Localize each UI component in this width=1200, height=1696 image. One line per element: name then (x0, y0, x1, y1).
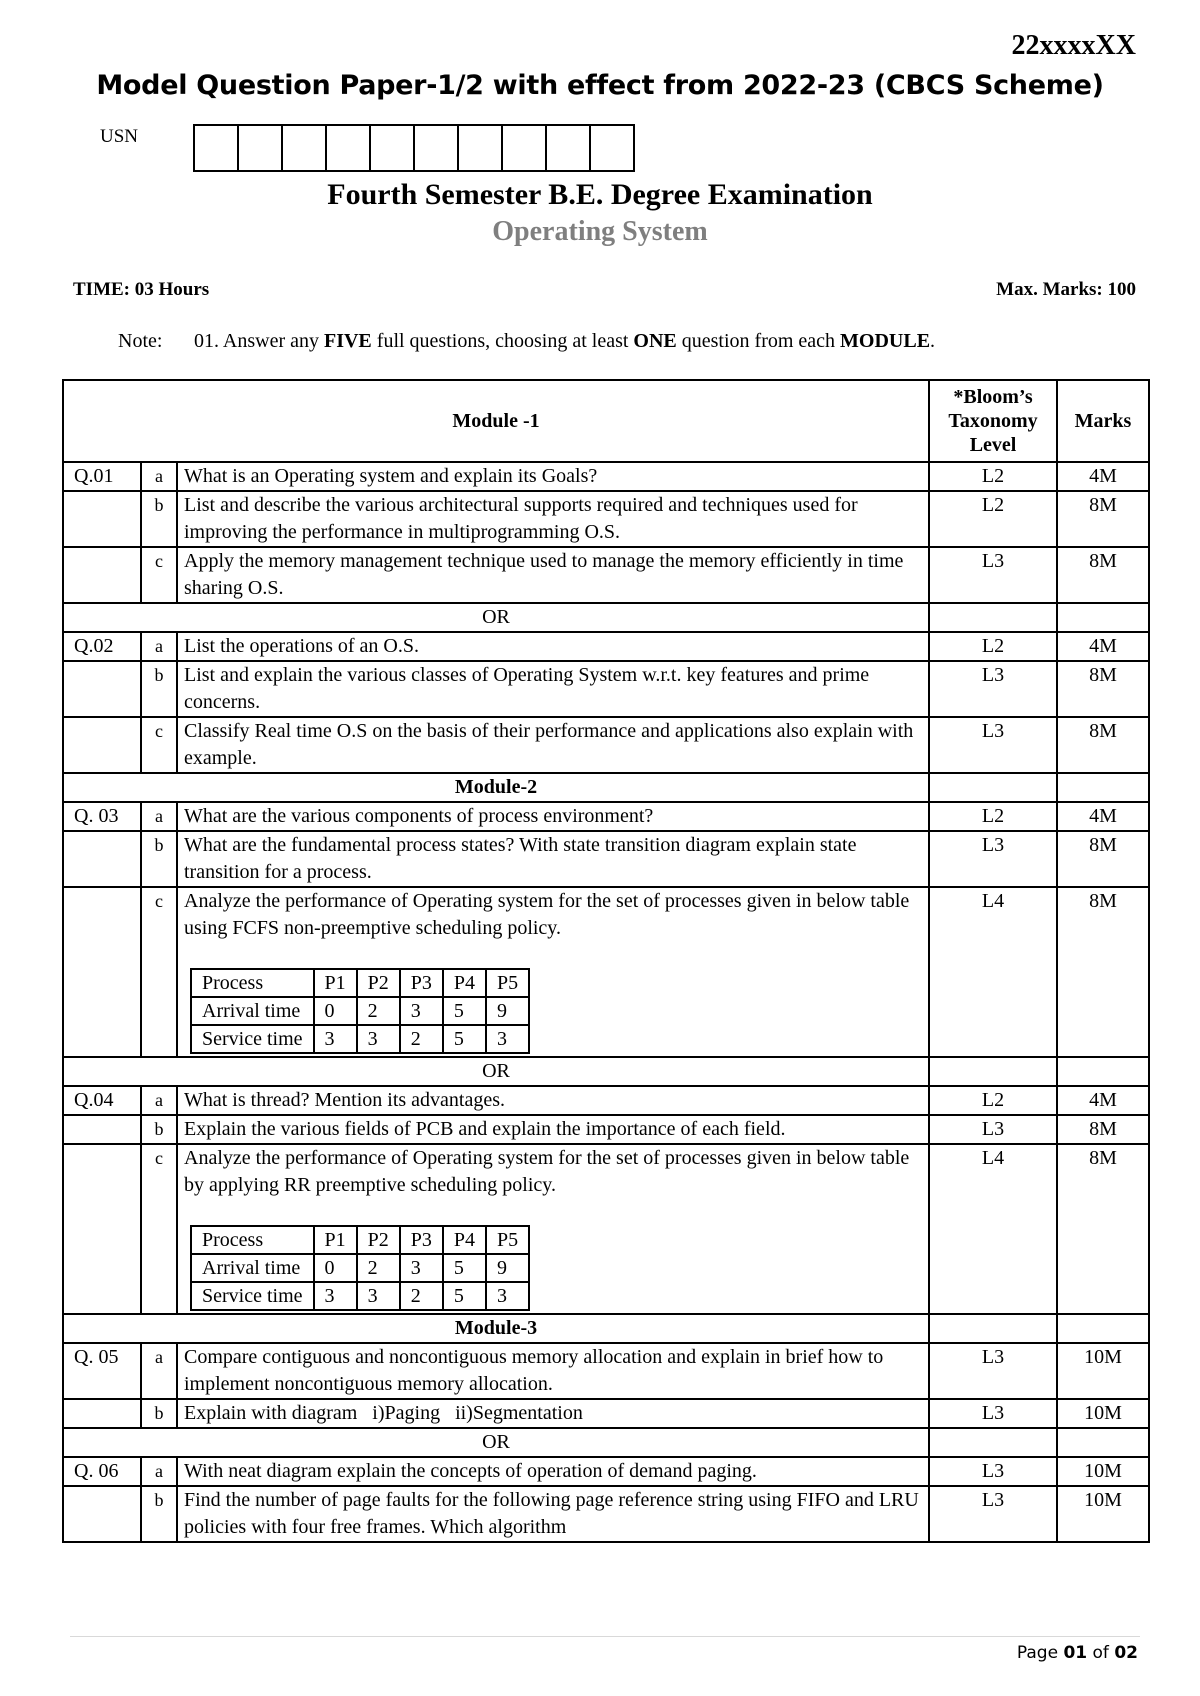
or-separator: OR (63, 1428, 929, 1457)
process-cell: Arrival time (191, 1254, 314, 1282)
process-row-header (191, 1226, 529, 1254)
table-row (63, 491, 1149, 547)
question-text: Explain with diagram i)Paging ii)Segmentation (177, 1399, 929, 1428)
usn-box (325, 126, 369, 170)
sub-label: a (141, 462, 177, 491)
question-text: What are the various components of process environment? (177, 802, 929, 831)
question-marks: 8M (1057, 887, 1149, 1057)
sub-label: b (141, 1486, 177, 1542)
process-cell: 2 (400, 1282, 443, 1310)
empty-cell (1057, 603, 1149, 632)
footer-page-total: 02 (1114, 1643, 1138, 1663)
table-row (63, 661, 1149, 717)
note-part: question from each (676, 330, 841, 352)
bloom-level: L2 (929, 632, 1057, 661)
question-marks: 8M (1057, 717, 1149, 773)
question-text: Classify Real time O.S on the basis of their performance and applications also explain with example. (177, 717, 929, 773)
question-number: Q. 06 (63, 1457, 141, 1486)
process-cell: Arrival time (191, 997, 314, 1025)
question-number-empty (63, 831, 141, 887)
process-cell: P2 (357, 969, 400, 997)
usn-box (281, 126, 325, 170)
or-row (63, 1428, 1149, 1457)
or-row (63, 1057, 1149, 1086)
question-text: Explain the various fields of PCB and explain the importance of each field. (177, 1115, 929, 1144)
process-cell: P3 (400, 969, 443, 997)
bloom-level: L3 (929, 1457, 1057, 1486)
question-text: What is thread? Mention its advantages. (177, 1086, 929, 1115)
bloom-level: L3 (929, 1343, 1057, 1399)
question-number-empty (63, 717, 141, 773)
bloom-level: L4 (929, 1144, 1057, 1314)
or-separator: OR (63, 1057, 929, 1086)
question-marks: 8M (1057, 1115, 1149, 1144)
process-cell: 3 (314, 1282, 357, 1310)
question-text: Find the number of page faults for the following page reference string using FIFO and LRU policies with four free frames. Which algorithm (177, 1486, 929, 1542)
sub-label: b (141, 1399, 177, 1428)
process-cell: P5 (486, 969, 529, 997)
question-text: Apply the memory management technique used to manage the memory efficiently in time sharing O.S. (177, 547, 929, 603)
process-cell: Process (191, 969, 314, 997)
process-row-service (191, 1282, 529, 1310)
process-cell: P1 (314, 1226, 357, 1254)
question-marks: 4M (1057, 632, 1149, 661)
empty-cell (929, 1428, 1057, 1457)
question-text: Analyze the performance of Operating system for the set of processes given in below table using FCFS non-preemptive scheduling policy. (184, 890, 910, 939)
process-cell: P5 (486, 1226, 529, 1254)
paper-code: 22xxxxXX (1011, 30, 1136, 61)
table-row (63, 1086, 1149, 1115)
sub-label: a (141, 1457, 177, 1486)
table-row (63, 1144, 1149, 1314)
table-row (63, 717, 1149, 773)
question-text: What are the fundamental process states? With state transition diagram explain state transition for a process. (177, 831, 929, 887)
question-text: Analyze the performance of Operating system for the set of processes given in below table by applying RR preemptive scheduling policy. (184, 1147, 910, 1196)
process-row-arrival (191, 1254, 529, 1282)
footer-prefix: Page (1016, 1643, 1064, 1663)
module-row (63, 1314, 1149, 1343)
question-marks: 10M (1057, 1399, 1149, 1428)
question-marks: 8M (1057, 661, 1149, 717)
exam-time: TIME: 03 Hours (73, 279, 210, 300)
module-row (63, 773, 1149, 802)
process-cell: 2 (400, 1025, 443, 1053)
question-text: List and describe the various architectural supports required and techniques used for improving the performance in multiprogramming O.S. (177, 491, 929, 547)
sub-label: b (141, 661, 177, 717)
question-number: Q.01 (63, 462, 141, 491)
exam-title: Fourth Semester B.E. Degree Examination (327, 178, 873, 211)
question-text: List and explain the various classes of Operating System w.r.t. key features and prime concerns. (177, 661, 929, 717)
table-row (63, 632, 1149, 661)
table-row (63, 1399, 1149, 1428)
question-number-empty (63, 1115, 141, 1144)
question-marks: 8M (1057, 1144, 1149, 1314)
process-cell: 3 (486, 1282, 529, 1310)
bloom-level: L3 (929, 1399, 1057, 1428)
blooms-header: *Bloom’s Taxonomy Level (929, 380, 1057, 462)
question-marks: 8M (1057, 831, 1149, 887)
question-number: Q. 05 (63, 1343, 141, 1399)
usn-box (413, 126, 457, 170)
usn-box (545, 126, 589, 170)
table-row (63, 547, 1149, 603)
bloom-level: L2 (929, 802, 1057, 831)
table-row (63, 887, 1149, 1057)
process-cell: 0 (314, 997, 357, 1025)
empty-cell (1057, 773, 1149, 802)
bloom-level: L3 (929, 717, 1057, 773)
process-cell: 3 (400, 997, 443, 1025)
module-title: Module-3 (63, 1314, 929, 1343)
usn-label: USN (100, 126, 139, 147)
question-number-empty (63, 1399, 141, 1428)
sub-label: a (141, 1343, 177, 1399)
table-header-row (63, 380, 1149, 462)
question-text: Compare contiguous and noncontiguous memory allocation and explain in brief how to implement noncontiguous memory allocation. (177, 1343, 929, 1399)
table-row (63, 1457, 1149, 1486)
empty-cell (1057, 1314, 1149, 1343)
usn-box (589, 126, 633, 170)
question-text: What is an Operating system and explain its Goals? (177, 462, 929, 491)
paper-title: Model Question Paper-1/2 with effect from 2022-23 (CBCS Scheme) (96, 70, 1104, 101)
question-number-empty (63, 1486, 141, 1542)
process-row-arrival (191, 997, 529, 1025)
process-table (190, 968, 530, 1054)
process-cell: 9 (486, 1254, 529, 1282)
bloom-level: L2 (929, 491, 1057, 547)
bloom-level: L2 (929, 462, 1057, 491)
sub-label: b (141, 491, 177, 547)
marks-header: Marks (1057, 380, 1149, 462)
empty-cell (1057, 1057, 1149, 1086)
process-cell: Process (191, 1226, 314, 1254)
process-cell: P4 (443, 1226, 486, 1254)
bloom-level: L2 (929, 1086, 1057, 1115)
sub-label: b (141, 1115, 177, 1144)
sub-label: a (141, 802, 177, 831)
process-cell: P2 (357, 1226, 400, 1254)
process-cell: 3 (314, 1025, 357, 1053)
usn-box (369, 126, 413, 170)
sub-label: b (141, 831, 177, 887)
usn-box (237, 126, 281, 170)
process-cell: 3 (357, 1025, 400, 1053)
question-number-empty (63, 1144, 141, 1314)
bloom-level: L3 (929, 661, 1057, 717)
sub-label: c (141, 1144, 177, 1314)
module-header: Module -1 (63, 380, 929, 462)
empty-cell (929, 1057, 1057, 1086)
usn-boxes (193, 124, 635, 172)
usn-box (195, 126, 237, 170)
process-cell: 2 (357, 1254, 400, 1282)
question-number: Q.02 (63, 632, 141, 661)
table-row (63, 802, 1149, 831)
page-footer (1017, 1643, 1138, 1663)
sub-label: a (141, 632, 177, 661)
question-marks: 4M (1057, 802, 1149, 831)
process-cell: P1 (314, 969, 357, 997)
question-cell (177, 1144, 929, 1314)
question-number-empty (63, 491, 141, 547)
empty-cell (929, 773, 1057, 802)
process-cell: 5 (443, 997, 486, 1025)
usn-box (501, 126, 545, 170)
note-bold: FIVE (323, 330, 372, 352)
sub-label: a (141, 1086, 177, 1115)
question-marks: 10M (1057, 1343, 1149, 1399)
process-cell: 5 (443, 1282, 486, 1310)
subject-title: Operating System (492, 216, 708, 247)
process-cell: 3 (486, 1025, 529, 1053)
table-row (63, 831, 1149, 887)
note-part: full questions, choosing at least (371, 330, 634, 352)
question-number: Q. 03 (63, 802, 141, 831)
question-number-empty (63, 887, 141, 1057)
question-text: With neat diagram explain the concepts of operation of demand paging. (177, 1457, 929, 1486)
sub-label: c (141, 887, 177, 1057)
process-cell: P3 (400, 1226, 443, 1254)
bloom-level: L3 (929, 831, 1057, 887)
module-title: Module-2 (63, 773, 929, 802)
empty-cell (1057, 1428, 1149, 1457)
process-cell: 2 (357, 997, 400, 1025)
question-number-empty (63, 661, 141, 717)
or-separator: OR (63, 603, 929, 632)
footer-of: of (1087, 1643, 1115, 1663)
process-row-header (191, 969, 529, 997)
footer-page-current: 01 (1063, 1643, 1088, 1663)
question-table (62, 379, 1150, 1543)
max-marks: Max. Marks: 100 (996, 279, 1136, 300)
usn-box (457, 126, 501, 170)
note-bold: ONE (633, 330, 677, 352)
note-part: . (930, 330, 936, 352)
process-cell: 3 (357, 1282, 400, 1310)
empty-cell (929, 1314, 1057, 1343)
question-text: List the operations of an O.S. (177, 632, 929, 661)
process-cell: 5 (443, 1254, 486, 1282)
bloom-level: L3 (929, 1486, 1057, 1542)
note-text (194, 330, 935, 353)
process-cell: Service time (191, 1282, 314, 1310)
question-marks: 4M (1057, 462, 1149, 491)
process-cell: Service time (191, 1025, 314, 1053)
process-cell: 9 (486, 997, 529, 1025)
question-marks: 10M (1057, 1457, 1149, 1486)
table-row (63, 462, 1149, 491)
table-row (63, 1115, 1149, 1144)
or-row (63, 603, 1149, 632)
sub-label: c (141, 717, 177, 773)
process-cell: 0 (314, 1254, 357, 1282)
question-marks: 8M (1057, 491, 1149, 547)
bloom-level: L3 (929, 1115, 1057, 1144)
question-cell (177, 887, 929, 1057)
sub-label: c (141, 547, 177, 603)
process-cell: P4 (443, 969, 486, 997)
note-label: Note: (118, 330, 163, 352)
question-number-empty (63, 547, 141, 603)
process-cell: 3 (400, 1254, 443, 1282)
bloom-level: L3 (929, 547, 1057, 603)
table-row (63, 1343, 1149, 1399)
question-marks: 10M (1057, 1486, 1149, 1542)
note-bold: MODULE (840, 330, 931, 352)
question-marks: 8M (1057, 547, 1149, 603)
note-part: 01. Answer any (194, 330, 324, 352)
question-marks: 4M (1057, 1086, 1149, 1115)
bloom-level: L4 (929, 887, 1057, 1057)
footer-divider (70, 1636, 1140, 1637)
question-number: Q.04 (63, 1086, 141, 1115)
empty-cell (929, 603, 1057, 632)
process-cell: 5 (443, 1025, 486, 1053)
process-row-service (191, 1025, 529, 1053)
process-table (190, 1225, 530, 1311)
table-row (63, 1486, 1149, 1542)
